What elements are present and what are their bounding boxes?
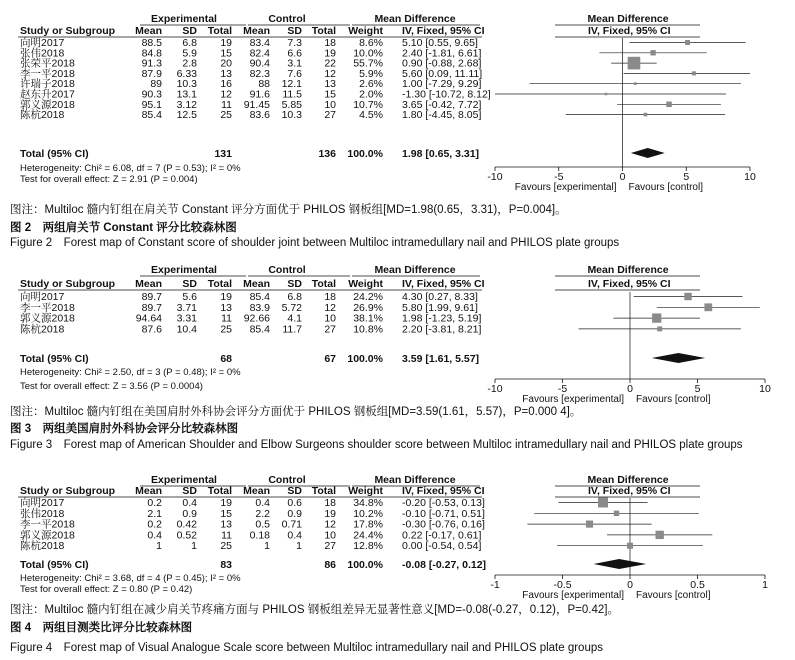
exp-total: 11: [221, 98, 232, 111]
exp-sd-header: SD: [182, 278, 197, 290]
x-tick-label: -5: [557, 383, 568, 395]
exp-sd: 0.4: [182, 497, 197, 509]
x-tick-label: 0: [627, 579, 633, 591]
effect-square: [685, 40, 690, 45]
ctl-mean: 82.4: [249, 47, 270, 60]
ctl-total-sum: 86: [324, 559, 336, 571]
overall-effect-text: Test for overall effect: Z = 0.80 (P = 0.42): [20, 584, 193, 595]
plot-method-header: IV, Fixed, 95% CI: [588, 485, 671, 497]
study-name: 李一平2018: [20, 301, 75, 314]
total-weight: 100.0%: [347, 353, 383, 365]
exp-sd: 12.5: [176, 109, 197, 122]
exp-total: 16: [220, 78, 232, 91]
ctl-mean: 2.2: [255, 507, 270, 520]
total-label: Total (95% CI): [20, 559, 89, 571]
exp-total-sum: 68: [220, 353, 232, 365]
exp-mean: 1: [156, 540, 162, 553]
ctl-total: 10: [324, 312, 336, 325]
ctl-mean-header: Mean: [243, 278, 270, 290]
exp-mean-header: Mean: [135, 25, 162, 37]
md-plot-header: Mean Difference: [587, 13, 669, 25]
effect-square: [634, 82, 637, 85]
study-name: 赵东升2017: [20, 88, 75, 101]
exp-sd-header: SD: [182, 25, 197, 37]
study-ci: 1.00 [-7.29, 9.29]: [402, 78, 482, 91]
favours-right-label: Favours [control]: [628, 182, 703, 193]
figure-note: 图注：Multiloc 髓内钉组在减少肩关节疼痛方面与 PHILOS 钢板组差异无显著性意义[MD=-0.08(-0.27，0.12)，P=0.42]。: [10, 604, 619, 616]
exp-sd: 5.9: [182, 47, 197, 60]
pooled-diamond: [652, 353, 705, 363]
study-weight: 55.7%: [353, 57, 383, 70]
ctl-total-header: Total: [311, 25, 336, 37]
ctl-mean: 91.6: [249, 88, 270, 101]
effect-square: [684, 293, 691, 300]
study-ci: 0.00 [-0.54, 0.54]: [402, 540, 482, 553]
ctl-mean: 83.4: [249, 37, 270, 49]
ctl-mean: 0.5: [255, 518, 270, 531]
exp-mean: 89.7: [141, 301, 162, 314]
ctl-mean: 91.45: [243, 98, 270, 111]
ctl-total: 22: [324, 57, 336, 70]
effect-square: [650, 50, 655, 55]
plot-method-header: IV, Fixed, 95% CI: [588, 25, 671, 37]
ctl-sd: 6.6: [287, 47, 302, 60]
study-weight: 2.0%: [359, 88, 383, 101]
ctl-total: 15: [324, 88, 336, 101]
figure-title-cn: 图 4 两组目测类比评分比较森林图: [10, 622, 193, 634]
method-header: IV, Fixed, 95% CI: [402, 25, 485, 37]
exp-sd: 3.31: [176, 312, 197, 325]
exp-mean: 85.4: [141, 109, 162, 122]
exp-total: 15: [220, 47, 232, 60]
study-ci: -0.30 [-0.76, 0.16]: [402, 518, 485, 531]
x-tick-label: 5: [683, 171, 690, 183]
favours-left-label: Favours [experimental]: [514, 182, 617, 193]
study-ci: 5.60 [0.09, 11.11]: [402, 67, 483, 80]
ctl-sd: 3.1: [287, 57, 302, 70]
study-weight: 2.6%: [359, 78, 383, 91]
study-ci: 0.22 [-0.17, 0.61]: [402, 529, 482, 542]
effect-square: [627, 543, 633, 549]
md-header: Mean Difference: [374, 13, 456, 25]
x-tick-label: 0: [627, 383, 633, 395]
exp-total-header: Total: [207, 25, 232, 37]
ctl-sd: 0.9: [287, 507, 302, 520]
study-header: Study or Subgroup: [20, 25, 116, 37]
ctl-total-sum: 67: [324, 353, 336, 365]
study-ci: 5.10 [0.55, 9.65]: [402, 37, 478, 49]
ctl-total-header: Total: [311, 485, 336, 497]
study-weight: 17.8%: [353, 518, 383, 531]
ctl-mean: 82.3: [249, 67, 270, 80]
exp-total: 25: [220, 540, 232, 553]
exp-sd-header: SD: [182, 485, 197, 497]
study-header: Study or Subgroup: [20, 278, 116, 290]
x-tick-label: 0: [619, 171, 626, 183]
exp-sd: 5.6: [182, 291, 197, 303]
exp-sd: 0.52: [176, 529, 197, 542]
md-header: Mean Difference: [374, 474, 456, 486]
ctl-sd-header: SD: [287, 25, 302, 37]
effect-square: [656, 531, 664, 539]
study-name: 李一平2018: [20, 67, 75, 80]
exp-total: 19: [220, 37, 232, 49]
exp-total-header: Total: [207, 485, 232, 497]
exp-total: 20: [220, 57, 232, 70]
total-label: Total (95% CI): [20, 353, 89, 365]
heterogeneity-text: Heterogeneity: Chi² = 2.50, df = 3 (P = 0.48); I² = 0%: [20, 367, 241, 378]
ctl-sd: 5.85: [281, 98, 302, 111]
study-weight: 12.8%: [353, 540, 383, 553]
x-tick-label: -1: [490, 579, 500, 591]
favours-right-label: Favours [control]: [636, 394, 711, 405]
study-name: 许瑞子2018: [20, 78, 75, 91]
forest-plot-figure-2: [0, 0, 795, 200]
exp-sd: 3.71: [176, 301, 197, 314]
forest-plot-figure-4: [0, 474, 795, 608]
study-ci: -0.10 [-0.71, 0.51]: [402, 507, 485, 520]
exp-mean: 89: [150, 78, 162, 91]
study-ci: 2.20 [-3.81, 8.21]: [402, 323, 482, 336]
study-ci: 2.40 [-1.81, 6.61]: [402, 47, 482, 60]
ctl-total: 12: [324, 518, 336, 531]
exp-total: 12: [220, 88, 232, 101]
ctl-sd: 4.1: [287, 312, 302, 325]
study-ci: 0.90 [-0.88, 2.68]: [402, 57, 482, 70]
exp-sd: 13.1: [176, 88, 197, 101]
study-name: 陈杭2018: [20, 540, 65, 553]
study-weight: 5.9%: [359, 67, 383, 80]
pooled-diamond: [631, 148, 665, 158]
ctl-mean: 92.66: [243, 312, 270, 325]
ctl-sd: 7.3: [287, 37, 302, 49]
x-tick-label: -0.5: [553, 579, 572, 591]
study-ci: -0.20 [-0.53, 0.13]: [402, 497, 485, 509]
exp-sd: 10.4: [176, 323, 197, 336]
ctl-sd: 1: [296, 540, 302, 553]
study-header: Study or Subgroup: [20, 485, 116, 497]
total-label: Total (95% CI): [20, 148, 89, 160]
exp-total: 11: [221, 312, 232, 325]
exp-mean: 90.3: [141, 88, 162, 101]
heterogeneity-text: Heterogeneity: Chi² = 6.08, df = 7 (P = 0.53); I² = 0%: [20, 163, 241, 174]
ctl-mean: 85.4: [249, 323, 270, 336]
ctl-total: 13: [324, 78, 336, 91]
exp-total-sum: 83: [220, 559, 232, 571]
exp-sd: 0.9: [182, 507, 197, 520]
exp-mean: 95.1: [141, 98, 162, 111]
exp-mean-header: Mean: [135, 278, 162, 290]
study-name: 郭义源2018: [20, 98, 75, 111]
overall-effect-text: Test for overall effect: Z = 3.56 (P = 0.0004): [20, 381, 203, 392]
md-plot-header: Mean Difference: [587, 474, 669, 486]
effect-square: [586, 521, 593, 528]
total-ci: 1.98 [0.65, 3.31]: [402, 148, 480, 160]
weight-header: Weight: [348, 485, 383, 497]
study-ci: 1.80 [-4.45, 8.05]: [402, 109, 482, 122]
study-name: 张荣平2018: [20, 57, 75, 70]
control-header: Control: [268, 474, 306, 486]
exp-total: 11: [221, 529, 232, 542]
exp-sd: 0.42: [176, 518, 197, 531]
exp-total: 13: [220, 518, 232, 531]
exp-total: 25: [220, 323, 232, 336]
ctl-total: 19: [324, 47, 336, 60]
pooled-diamond: [594, 559, 647, 569]
exp-sd: 3.12: [176, 98, 197, 111]
x-tick-label: 5: [694, 383, 701, 395]
study-name: 向明2017: [20, 497, 65, 509]
study-name: 向明2017: [20, 291, 65, 303]
figure-note: 图注：Multiloc 髓内钉组在肩关节 Constant 评分方面优于 PHILOS 钢板组[MD=1.98(0.65，3.31)，P=0.004]。: [10, 204, 567, 216]
study-ci: 3.65 [-0.42, 7.72]: [402, 98, 482, 111]
effect-square: [666, 102, 672, 108]
exp-mean: 0.4: [147, 529, 162, 542]
ctl-total: 18: [324, 291, 336, 303]
ctl-sd: 7.6: [287, 67, 302, 80]
experimental-header: Experimental: [151, 264, 217, 276]
ctl-mean: 83.9: [249, 301, 270, 314]
effect-square: [628, 57, 641, 70]
study-name: 向明2017: [20, 37, 65, 49]
overall-effect-text: Test for overall effect: Z = 2.91 (P = 0.004): [20, 174, 198, 185]
method-header: IV, Fixed, 95% CI: [402, 278, 485, 290]
effect-square: [644, 113, 648, 117]
ctl-total: 18: [324, 497, 336, 509]
ctl-sd: 6.8: [287, 291, 302, 303]
ctl-sd: 0.6: [287, 497, 302, 509]
ctl-sd: 0.71: [281, 518, 302, 531]
exp-mean: 84.8: [141, 47, 162, 60]
exp-total: 15: [220, 507, 232, 520]
exp-total: 13: [220, 67, 232, 80]
study-name: 李一平2018: [20, 518, 75, 531]
control-header: Control: [268, 13, 306, 25]
ctl-mean: 85.4: [249, 291, 270, 303]
study-name: 郭义源2018: [20, 529, 75, 542]
md-plot-header: Mean Difference: [587, 264, 669, 276]
exp-mean: 87.6: [141, 323, 162, 336]
ctl-total-header: Total: [311, 278, 336, 290]
ctl-total: 27: [324, 323, 336, 336]
study-name: 张伟2018: [20, 507, 65, 520]
control-header: Control: [268, 264, 306, 276]
exp-total: 13: [220, 301, 232, 314]
study-weight: 10.2%: [353, 507, 383, 520]
effect-square: [614, 511, 619, 516]
x-tick-label: 1: [762, 579, 768, 591]
weight-header: Weight: [348, 25, 383, 37]
ctl-sd: 11.7: [282, 323, 302, 336]
md-header: Mean Difference: [374, 264, 456, 276]
study-weight: 4.5%: [359, 109, 383, 122]
x-tick-label: 10: [759, 383, 771, 395]
exp-sd: 6.33: [176, 67, 197, 80]
study-name: 郭义源2018: [20, 312, 75, 325]
exp-mean: 89.7: [141, 291, 162, 303]
ctl-total: 27: [324, 109, 336, 122]
favours-right-label: Favours [control]: [636, 590, 711, 601]
exp-total-header: Total: [207, 278, 232, 290]
ctl-sd: 12.1: [281, 78, 302, 91]
x-tick-label: 0.5: [690, 579, 705, 591]
ctl-mean: 0.4: [255, 497, 270, 509]
ctl-sd-header: SD: [287, 278, 302, 290]
total-ci: 3.59 [1.61, 5.57]: [402, 353, 480, 365]
heterogeneity-text: Heterogeneity: Chi² = 3.68, df = 4 (P = 0.45); I² = 0%: [20, 573, 241, 584]
study-ci: 4.30 [0.27, 8.33]: [402, 291, 478, 303]
exp-mean: 0.2: [147, 518, 162, 531]
study-ci: 5.80 [1.99, 9.61]: [402, 301, 478, 314]
study-weight: 10.8%: [353, 323, 383, 336]
exp-sd: 6.8: [182, 37, 197, 49]
figure-2: [0, 0, 795, 250]
exp-mean: 0.2: [147, 497, 162, 509]
study-ci: 1.98 [-1.23, 5.19]: [402, 312, 482, 325]
x-tick-label: -10: [487, 171, 503, 183]
exp-mean: 2.1: [147, 507, 162, 520]
experimental-header: Experimental: [151, 13, 217, 25]
x-tick-label: -10: [487, 383, 503, 395]
study-ci: -1.30 [-10.72, 8.12]: [402, 88, 491, 101]
ctl-total: 19: [324, 507, 336, 520]
ctl-sd-header: SD: [287, 485, 302, 497]
ctl-total: 12: [324, 301, 336, 314]
exp-mean: 88.5: [141, 37, 162, 49]
total-weight: 100.0%: [347, 559, 383, 571]
method-header: IV, Fixed, 95% CI: [402, 485, 485, 497]
study-weight: 8.6%: [359, 37, 383, 49]
figure-title-cn: 图 3 两组美国肩肘外科协会评分比较森林图: [10, 423, 239, 435]
weight-header: Weight: [348, 278, 383, 290]
ctl-total: 10: [324, 98, 336, 111]
exp-mean: 91.3: [141, 57, 162, 70]
figure-4: [0, 474, 795, 660]
study-weight: 10.7%: [353, 98, 383, 111]
ctl-total: 12: [324, 67, 336, 80]
exp-total-sum: 131: [214, 148, 232, 160]
ctl-mean-header: Mean: [243, 25, 270, 37]
ctl-sd: 5.72: [281, 301, 302, 314]
ctl-mean: 88: [258, 78, 270, 91]
effect-square: [704, 303, 712, 311]
ctl-total: 27: [324, 540, 336, 553]
plot-method-header: IV, Fixed, 95% CI: [588, 278, 671, 290]
effect-square: [692, 71, 696, 75]
favours-left-label: Favours [experimental]: [522, 590, 624, 601]
exp-sd: 2.8: [182, 57, 197, 70]
effect-square: [657, 326, 662, 331]
exp-sd: 1: [191, 540, 197, 553]
effect-square: [598, 498, 608, 508]
ctl-mean-header: Mean: [243, 485, 270, 497]
forest-plot-figure-3: [0, 266, 795, 406]
study-weight: 26.9%: [353, 301, 383, 314]
total-weight: 100.0%: [347, 148, 383, 160]
figure-title-en: Figure 2 Forest map of Constant score of shoulder joint between Multiloc intramedullary nail and PHILOS plate groups: [10, 237, 620, 249]
ctl-sd: 11.5: [282, 88, 302, 101]
exp-sd: 10.3: [176, 78, 197, 91]
ctl-sd: 0.4: [287, 529, 302, 542]
study-weight: 34.8%: [353, 497, 383, 509]
figure-title-cn: 图 2 两组肩关节 Constant 评分比较森林图: [10, 222, 237, 234]
figure-3: [0, 266, 795, 476]
study-weight: 10.0%: [353, 47, 383, 60]
favours-left-label: Favours [experimental]: [522, 394, 624, 405]
experimental-header: Experimental: [151, 474, 217, 486]
figure-title-en: Figure 3 Forest map of American Shoulder and Elbow Surgeons shoulder score between Multiloc intramedullary nail and PHILOS plate groups: [10, 439, 743, 451]
ctl-total-sum: 136: [318, 148, 336, 160]
study-name: 陈杭2018: [20, 109, 65, 122]
exp-mean: 94.64: [135, 312, 162, 325]
exp-total: 25: [220, 109, 232, 122]
ctl-total: 18: [324, 37, 336, 49]
exp-total: 19: [220, 291, 232, 303]
study-name: 张伟2018: [20, 47, 65, 60]
ctl-total: 10: [324, 529, 336, 542]
total-ci: -0.08 [-0.27, 0.12]: [402, 559, 487, 571]
study-name: 陈杭2018: [20, 323, 65, 336]
exp-mean: 87.9: [141, 67, 162, 80]
exp-mean-header: Mean: [135, 485, 162, 497]
ctl-mean: 83.6: [249, 109, 270, 122]
effect-square: [605, 93, 608, 96]
ctl-sd: 10.3: [281, 109, 302, 122]
study-weight: 38.1%: [353, 312, 383, 325]
x-tick-label: -5: [554, 171, 564, 183]
effect-square: [652, 313, 661, 322]
ctl-mean: 0.18: [249, 529, 270, 542]
x-tick-label: 10: [744, 171, 756, 183]
figure-title-en: Figure 4 Forest map of Visual Analogue Scale score between Multiloc intramedullary nail and PHILOS plate groups: [10, 642, 603, 654]
figure-note: 图注：Multiloc 髓内钉组在美国肩肘外科协会评分方面优于 PHILOS 钢板组[MD=3.59(1.61，5.57)，P=0.000 4]。: [10, 406, 582, 418]
exp-total: 19: [220, 497, 232, 509]
study-weight: 24.2%: [353, 291, 383, 303]
ctl-mean: 90.4: [249, 57, 270, 70]
study-weight: 24.4%: [353, 529, 383, 542]
ctl-mean: 1: [264, 540, 270, 553]
